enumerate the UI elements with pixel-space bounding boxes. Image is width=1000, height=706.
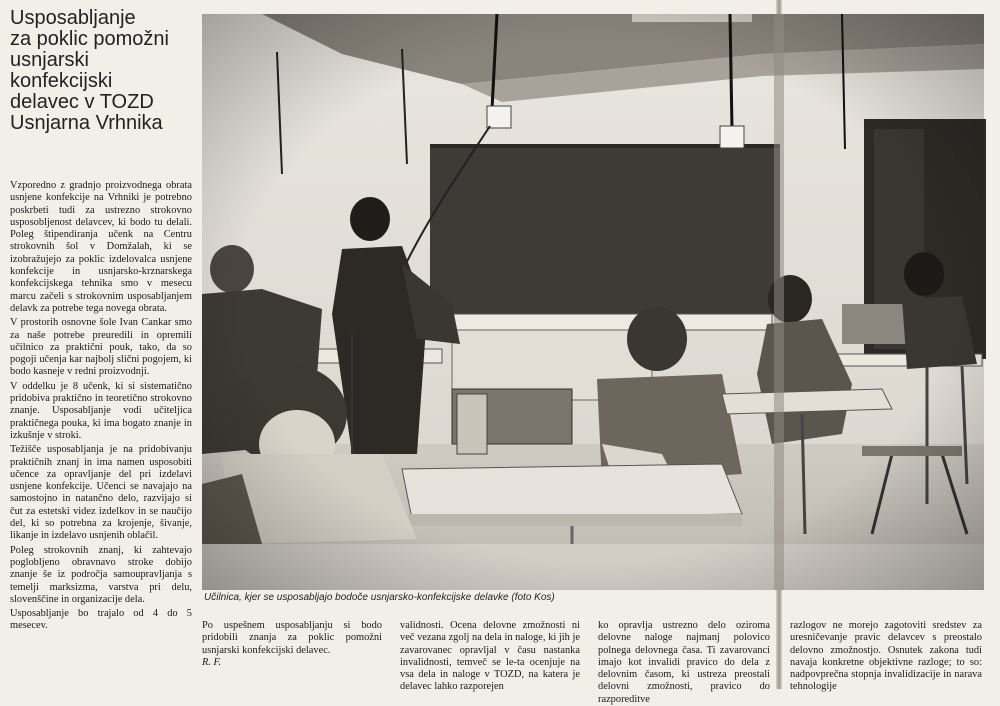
next-article-column bbox=[790, 620, 982, 693]
headline-line: usnjarski bbox=[10, 49, 89, 71]
classroom-photo-image bbox=[202, 14, 984, 590]
photo-caption: Učilnica, kjer se usposabljajo bodoče usnjarsko-konfekcijske delavke (foto Kos) bbox=[204, 592, 555, 603]
column-text: razlogov ne morejo zagotoviti sredstev za uresničevanje pravic delavcev s preostalo delovno zmožnostjo. Osnutek zakona tudi navaja konkretne objektivne razloge; to so: nadpovprečna stopnja invalidizacije in narava tehnologije bbox=[790, 620, 982, 693]
headline-line: delavec v TOZD bbox=[10, 91, 154, 113]
intro-paragraph: Usposabljanje bo trajalo od 4 do 5 mesecev. bbox=[10, 608, 192, 632]
next-article-column bbox=[400, 620, 580, 693]
article-headline bbox=[10, 8, 198, 134]
intro-paragraph: Poleg strokovnih znanj, ki zahtevajo poglobljeno obravnavo stroke dobijo znanje še iz področja samoupravljanja s temelji marksizma, varstva pri delu, slovenščine in organizacije dela. bbox=[10, 544, 192, 605]
intro-paragraph: Težišče usposabljanja je na pridobivanju praktičnih znanj in ima namen usposobiti učence za opravljanje del pri izdelavi usnjene konfekcije. Učenci se navajajo na samostojno in natančno delo, razvijajo si čut za estetski videz izdelkov in se naučijo del, ki so potrebna za krojenje, šivanje, likanje in izdelavo usnjenih oblačil. bbox=[10, 444, 192, 542]
intro-paragraph: Vzporedno z gradnjo proizvodnega obrata usnjene konfekcije na Vrhniki je potrebno poskrbeti tudi za ustrezno strokovno usposobljenost delavcev, ki bodo tu delali. Poleg štipendiranja učenk na Centru strokovnih šol v Domžalah, ki se izobražujejo za poklic izdelovalca usnjene konfekcije in usnjarsko-krznarskega konfekcijskega tehnika smo v mesecu marcu začeli s strokovnim usposabljanjem delavk za potrebe tega novega obrata. bbox=[10, 180, 192, 314]
author-signature: R. F. bbox=[202, 656, 222, 668]
headline-line: za poklic pomožni bbox=[10, 28, 169, 50]
article-closing-column bbox=[202, 620, 382, 689]
headline-line: Usposabljanje bbox=[10, 7, 136, 29]
next-article-column bbox=[598, 620, 770, 705]
column-text: ko opravlja ustrezno delo oziroma delovne naloge najmanj polovico polnega delovnega časa. Ti zavarovanci imajo kot invalidi pravico do dela z delovnim časom, ki ustreza preostali delovni zmožnosti, pravico do razporeditve bbox=[598, 620, 770, 705]
closing-paragraph: Po uspešnem usposabljanju si bodo pridobili znanja za poklic pomožni usnjarski konfekcijski delavec. bbox=[202, 620, 382, 656]
intro-paragraph: V prostorih osnovne šole Ivan Cankar smo za naše potrebe preuredili in opremili učilnico za praktični pouk, tako, da so pogoji učenja kar najbolj slični pogojem, ki bodo kasneje v redni proizvodnji. bbox=[10, 317, 192, 378]
article-intro-column bbox=[10, 180, 192, 633]
headline-line: Usnjarna Vrhnika bbox=[10, 112, 163, 134]
column-text: validnosti. Ocena delovne zmožnosti ni več vezana zgolj na dela in naloge, ki jih je zavarovanec opravljal v času nastanka invalidnosti, temveč se le-ta ocenjuje na vsa dela in naloge v TOZD, na katera je delavec lahko razporejen bbox=[400, 620, 580, 693]
classroom-photo bbox=[202, 14, 984, 590]
headline-line: konfekcijski bbox=[10, 70, 113, 92]
intro-paragraph: V oddelku je 8 učenk, ki si sistematično pridobiva praktično in teoretično strokovno znanje. Usposabljanje vodi učiteljica praktičnega pouka, ki ima bogato znanje in izkušnje v stroki. bbox=[10, 380, 192, 441]
